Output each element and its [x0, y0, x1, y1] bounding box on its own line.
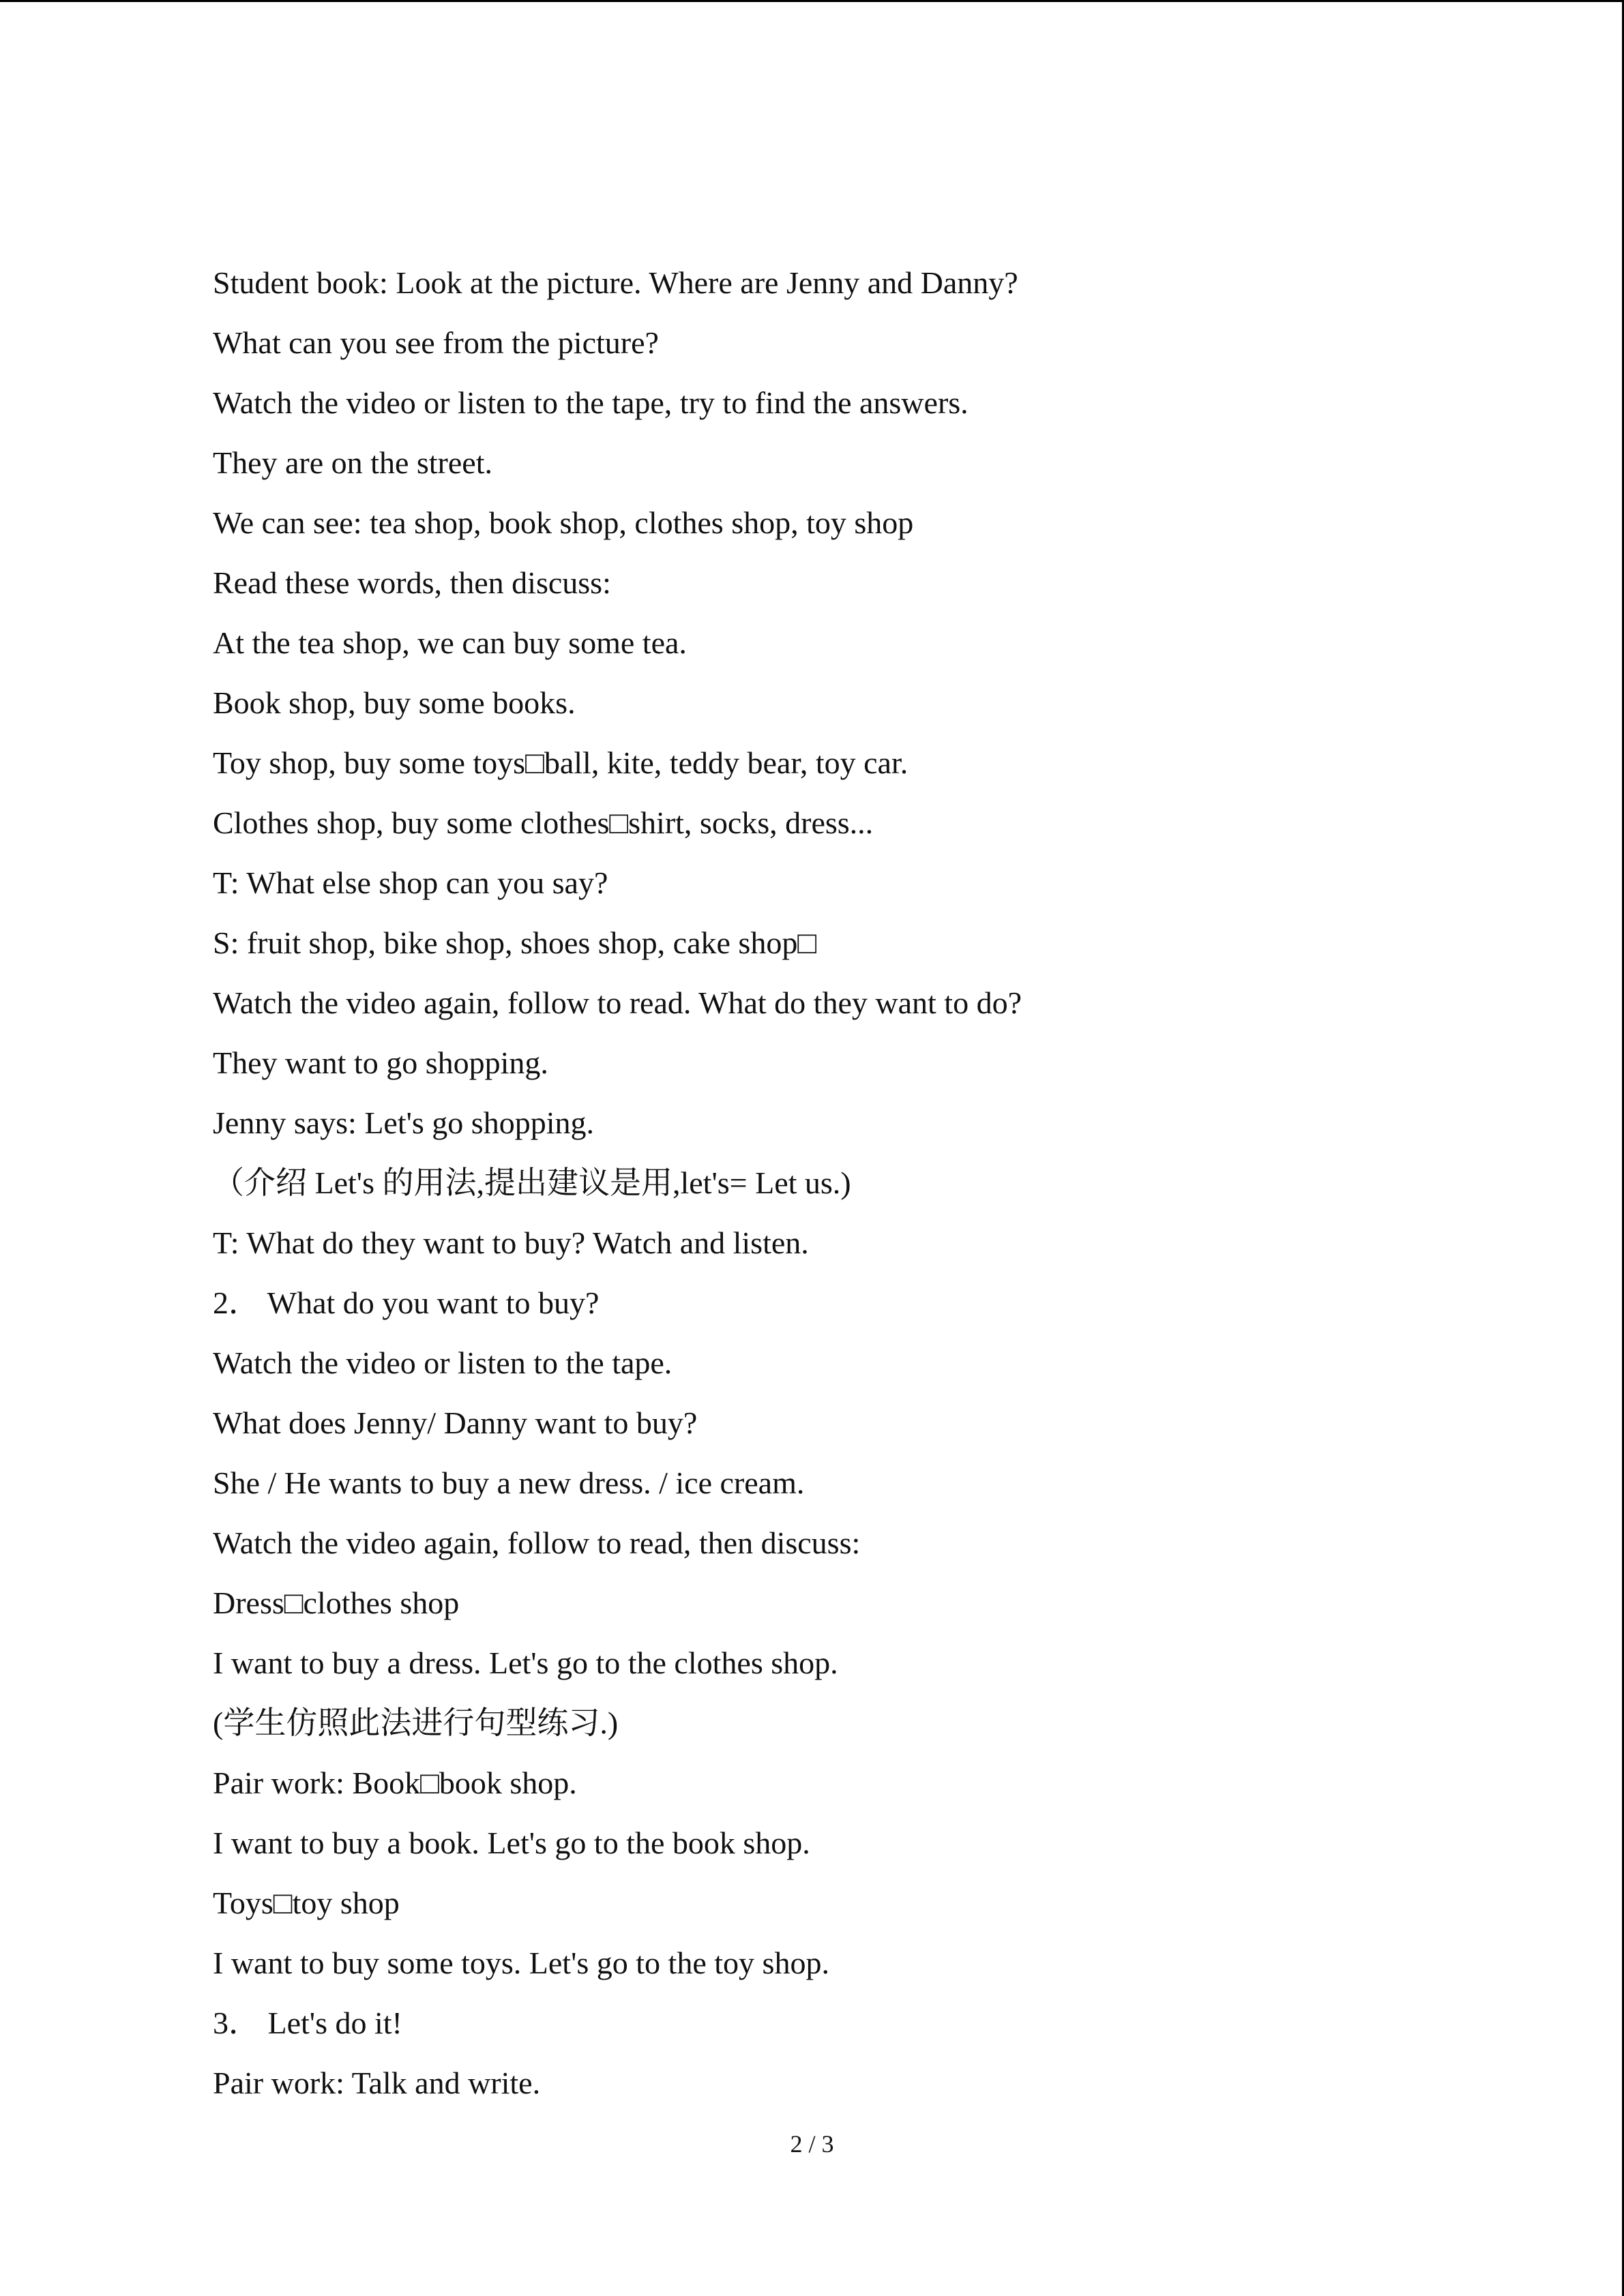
text-line: I want to buy a book. Let's go to the book shop.	[213, 1825, 810, 1860]
text-line: They are on the street.	[213, 445, 492, 480]
text-line: (学生仿照此法进行句型练习.)	[213, 1705, 619, 1740]
text-line: At the tea shop, we can buy some tea.	[213, 625, 687, 660]
text-line: We can see: tea shop, book shop, clothes shop, toy shop	[213, 505, 914, 540]
text-line: Watch the video again, follow to read, then discuss:	[213, 1525, 861, 1560]
text-line: Watch the video or listen to the tape, try to find the answers.	[213, 385, 969, 420]
text-line: S: fruit shop, bike shop, shoes shop, cake shop□	[213, 925, 817, 960]
text-line: What can you see from the picture?	[213, 325, 659, 360]
text-line: Toys□toy shop	[213, 1885, 400, 1920]
numbered-heading: 3． Let's do it!	[213, 2006, 402, 2040]
page-number: 2 / 3	[790, 2130, 834, 2158]
document-body	[213, 263, 1509, 2123]
text-line: Student book: Look at the picture. Where are Jenny and Danny?	[213, 265, 1018, 300]
text-line: Pair work: Talk and write.	[213, 2066, 541, 2100]
text-line: （介绍 Let's 的用法,提出建议是用,let's= Let us.)	[213, 1165, 851, 1200]
text-line: Pair work: Book□book shop.	[213, 1765, 577, 1800]
text-line: They want to go shopping.	[213, 1045, 548, 1080]
text-line: T: What do they want to buy? Watch and listen.	[213, 1225, 809, 1260]
text-line: Toy shop, buy some toys□ball, kite, teddy bear, toy car.	[213, 745, 909, 780]
text-line: I want to buy a dress. Let's go to the clothes shop.	[213, 1645, 838, 1680]
text-line: Watch the video or listen to the tape.	[213, 1345, 673, 1380]
text-line: I want to buy some toys. Let's go to the toy shop.	[213, 1945, 829, 1980]
text-line: Dress□clothes shop	[213, 1585, 460, 1620]
text-line: Read these words, then discuss:	[213, 565, 611, 600]
text-line: She / He wants to buy a new dress. / ice cream.	[213, 1465, 805, 1500]
text-line: What does Jenny/ Danny want to buy?	[213, 1405, 698, 1440]
numbered-heading: 2． What do you want to buy?	[213, 1285, 600, 1320]
text-line: T: What else shop can you say?	[213, 865, 608, 900]
text-line: Clothes shop, buy some clothes□shirt, socks, dress...	[213, 805, 874, 840]
text-line: Jenny says: Let's go shopping.	[213, 1105, 594, 1140]
text-line: Watch the video again, follow to read. What do they want to do?	[213, 985, 1022, 1020]
text-line: Book shop, buy some books.	[213, 685, 576, 720]
